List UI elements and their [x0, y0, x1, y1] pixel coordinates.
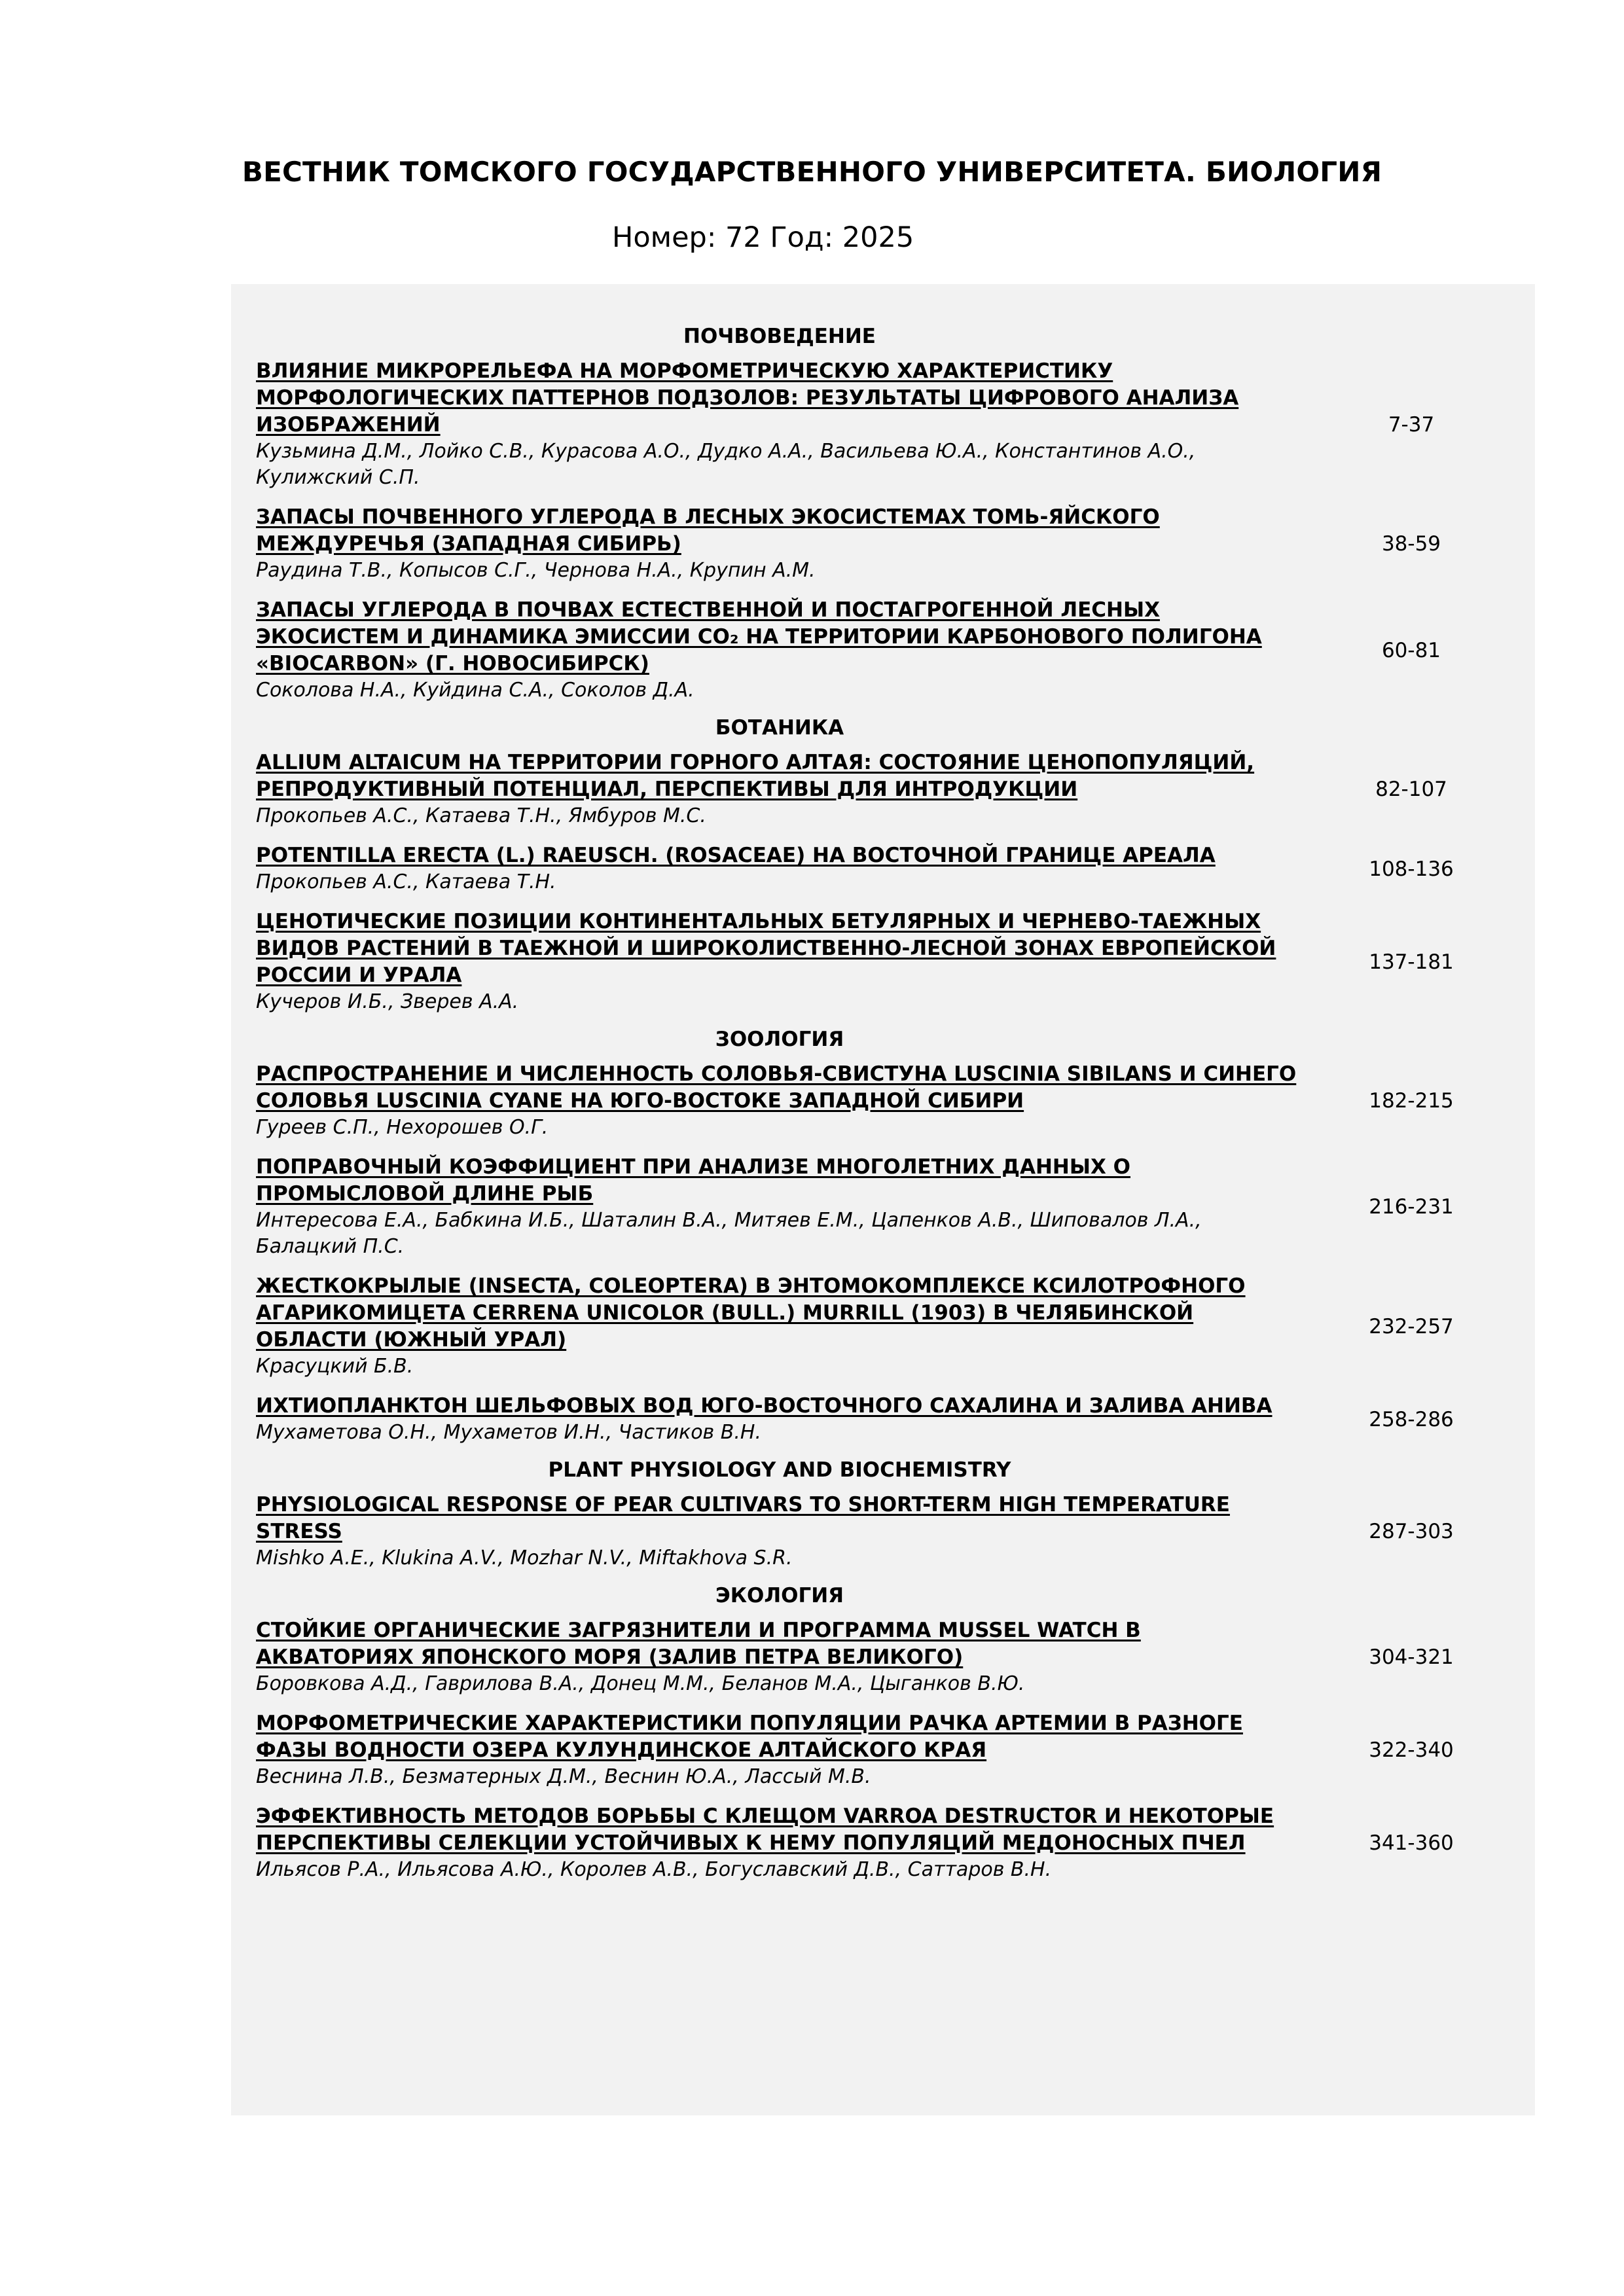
issue-line: Номер: 72 Год: 2025	[612, 221, 914, 254]
article-title-link[interactable]: ЦЕНОТИЧЕСКИЕ ПОЗИЦИИ КОНТИНЕНТАЛЬНЫХ БЕТУЛЯРНЫХ И ЧЕРНЕВО-ТАЕЖНЫХ ВИДОВ РАСТЕНИЙ В ТАЕЖНОЙ И ШИРОКОЛИСТВЕННО-ЛЕСНОЙ ЗОНАХ ЕВРОПЕЙСКОЙ РОССИИ И УРАЛА	[256, 910, 1276, 987]
article-info	[256, 908, 1303, 1015]
article-info	[256, 1617, 1303, 1697]
article-info	[256, 1273, 1303, 1380]
article-authors: Красуцкий Б.В.	[256, 1355, 414, 1378]
article-entry	[256, 903, 1519, 1023]
article-entry	[256, 353, 1519, 499]
article-pages: 258-286	[1369, 1407, 1454, 1431]
article-pages: 7-37	[1388, 412, 1435, 437]
article-entry	[256, 1149, 1519, 1268]
article-entry	[256, 1388, 1519, 1454]
article-title-link[interactable]: ЭФФЕКТИВНОСТЬ МЕТОДОВ БОРЬБЫ С КЛЕЩОМ VARROA DESTRUCTOR И НЕКОТОРЫЕ ПЕРСПЕКТИВЫ СЕЛЕКЦИИ УСТОЙЧИВЫХ К НЕМУ ПОПУЛЯЦИЙ МЕДОНОСНЫХ ПЧЕЛ	[256, 1804, 1274, 1855]
article-authors: Соколова Н.А., Куйдина С.А., Соколов Д.А.	[256, 679, 695, 702]
article-authors: Прокопьев А.С., Катаева Т.Н., Ямбуров М.С.	[256, 804, 706, 827]
article-title-link[interactable]: ИХТИОПЛАНКТОН ШЕЛЬФОВЫХ ВОД ЮГО-ВОСТОЧНОГО САХАЛИНА И ЗАЛИВА АНИВА	[256, 1394, 1272, 1418]
article-pages: 216-231	[1369, 1195, 1454, 1219]
article-info	[256, 1154, 1303, 1260]
article-entry	[256, 1056, 1519, 1149]
article-title-link[interactable]: РАСПРОСТРАНЕНИЕ И ЧИСЛЕННОСТЬ СОЛОВЬЯ-СВИСТУНА LUSCINIA SIBILANS И СИНЕГО СОЛОВЬЯ LUSCINIA CYANE НА ЮГО-ВОСТОКЕ ЗАПАДНОЙ СИБИРИ	[256, 1062, 1297, 1113]
toc-list	[256, 320, 1519, 1891]
article-pages: 60-81	[1381, 638, 1441, 662]
article-authors: Mishko A.E., Klukina A.V., Mozhar N.V., Miftakhova S.R.	[256, 1547, 793, 1570]
article-title-link[interactable]: ЗАПАСЫ УГЛЕРОДА В ПОЧВАХ ЕСТЕСТВЕННОЙ И ПОСТАГРОГЕННОЙ ЛЕСНЫХ ЭКОСИСТЕМ И ДИНАМИКА ЭМИССИИ CO₂ НА ТЕРРИТОРИИ КАРБОНОВОГО ПОЛИГОНА «BIOCARBON» (Г. НОВОСИБИРСК)	[256, 598, 1262, 675]
article-pages: 304-321	[1369, 1645, 1454, 1669]
article-pages: 108-136	[1369, 857, 1454, 881]
article-pages: 287-303	[1369, 1520, 1454, 1543]
article-pages: 322-340	[1369, 1738, 1454, 1762]
article-entry	[256, 1798, 1519, 1891]
section-heading: ЭКОЛОГИЯ	[715, 1584, 844, 1607]
article-authors: Раудина Т.В., Копысов С.Г., Чернова Н.А., Крупин А.М.	[256, 559, 816, 582]
article-info	[256, 1492, 1303, 1571]
article-authors: Кучеров И.Б., Зверев А.А.	[256, 990, 519, 1013]
article-pages: 82-107	[1375, 778, 1447, 801]
article-title-link[interactable]: МОРФОМЕТРИЧЕСКИЕ ХАРАКТЕРИСТИКИ ПОПУЛЯЦИИ РАЧКА АРТЕМИИ В РАЗНОГЕ ФАЗЫ ВОДНОСТИ ОЗЕРА КУЛУНДИНСКОЕ АЛТАЙСКОГО КРАЯ	[256, 1712, 1243, 1762]
article-entry	[256, 837, 1519, 903]
article-authors: Интересова Е.А., Бабкина И.Б., Шаталин В.А., Митяев Е.М., Цапенков А.В., Шиповалов Л.А., Балацкий П.С.	[256, 1209, 1202, 1258]
article-authors: Кузьмина Д.М., Лойко С.В., Курасова А.О., Дудко А.А., Васильева Ю.А., Константинов А.О., Кулижский С.П.	[256, 440, 1196, 489]
article-title-link[interactable]: POTENTILLA ERECTA (L.) RAEUSCH. (ROSACEAE) НА ВОСТОЧНОЙ ГРАНИЦЕ АРЕАЛА	[256, 844, 1216, 867]
article-pages: 38-59	[1381, 532, 1441, 556]
article-title-link[interactable]: ЗАПАСЫ ПОЧВЕННОГО УГЛЕРОДА В ЛЕСНЫХ ЭКОСИСТЕМАХ ТОМЬ-ЯЙСКОГО МЕЖДУРЕЧЬЯ (ЗАПАДНАЯ СИБИРЬ)	[256, 505, 1160, 556]
article-title-link[interactable]: ALLIUM ALTAICUM НА ТЕРРИТОРИИ ГОРНОГО АЛТАЯ: СОСТОЯНИЕ ЦЕНОПОПУЛЯЦИЙ, РЕПРОДУКТИВНЫЙ ПОТЕНЦИАЛ, ПЕРСПЕКТИВЫ ДЛЯ ИНТРОДУКЦИИ	[256, 751, 1255, 801]
article-authors: Мухаметова О.Н., Мухаметов И.Н., Частиков В.Н.	[256, 1421, 761, 1444]
article-entry	[256, 744, 1519, 837]
article-pages: 137-181	[1369, 950, 1454, 974]
article-title-link[interactable]: СТОЙКИЕ ОРГАНИЧЕСКИЕ ЗАГРЯЗНИТЕЛИ И ПРОГРАММА MUSSEL WATCH В АКВАТОРИЯХ ЯПОНСКОГО МОРЯ (ЗАЛИВ ПЕТРА ВЕЛИКОГО)	[256, 1619, 1141, 1669]
article-title-link[interactable]: ВЛИЯНИЕ МИКРОРЕЛЬЕФА НА МОРФОМЕТРИЧЕСКУЮ ХАРАКТЕРИСТИКУ МОРФОЛОГИЧЕСКИХ ПАТТЕРНОВ ПОДЗОЛОВ: РЕЗУЛЬТАТЫ ЦИФРОВОГО АНАЛИЗА ИЗОБРАЖЕНИЙ	[256, 359, 1239, 437]
article-authors: Гуреев С.П., Нехорошев О.Г.	[256, 1116, 549, 1139]
article-authors: Веснина Л.В., Безматерных Д.М., Веснин Ю.А., Лассый М.В.	[256, 1765, 871, 1788]
article-entry	[256, 499, 1519, 592]
article-pages: 341-360	[1369, 1831, 1454, 1855]
article-info	[256, 597, 1303, 704]
article-title-link[interactable]: PHYSIOLOGICAL RESPONSE OF PEAR CULTIVARS TO SHORT-TERM HIGH TEMPERATURE STRESS	[256, 1493, 1230, 1543]
journal-title: ВЕСТНИК ТОМСКОГО ГОСУДАРСТВЕННОГО УНИВЕРСИТЕТА. БИОЛОГИЯ	[242, 156, 1382, 188]
article-info	[256, 1710, 1303, 1790]
table-of-contents	[231, 284, 1535, 2115]
article-authors: Прокопьев А.С., Катаева Т.Н.	[256, 870, 556, 893]
article-entry	[256, 1486, 1519, 1579]
article-title-link[interactable]: ПОПРАВОЧНЫЙ КОЭФФИЦИЕНТ ПРИ АНАЛИЗЕ МНОГОЛЕТНИХ ДАННЫХ О ПРОМЫСЛОВОЙ ДЛИНЕ РЫБ	[256, 1155, 1130, 1206]
article-pages: 182-215	[1369, 1089, 1454, 1113]
article-pages: 232-257	[1369, 1314, 1454, 1338]
article-authors: Боровкова А.Д., Гаврилова В.А., Донец М.М., Беланов М.А., Цыганков В.Ю.	[256, 1672, 1025, 1695]
section-heading: ЗООЛОГИЯ	[715, 1028, 844, 1051]
article-info	[256, 504, 1303, 584]
article-entry	[256, 1612, 1519, 1705]
article-info	[256, 1061, 1303, 1141]
section-heading: БОТАНИКА	[715, 716, 844, 740]
article-info	[256, 1803, 1303, 1883]
article-entry	[256, 1268, 1519, 1388]
article-title-link[interactable]: ЖЕСТКОКРЫЛЫЕ (INSECTA, COLEOPTERA) В ЭНТОМОКОМПЛЕКСЕ КСИЛОТРОФНОГО АГАРИКОМИЦЕТА CERRENA UNICOLOR (BULL.) MURRILL (1903) В ЧЕЛЯБИНСКОЙ ОБЛАСТИ (ЮЖНЫЙ УРАЛ)	[256, 1274, 1246, 1352]
article-info	[256, 358, 1303, 491]
section-heading: ПОЧВОВЕДЕНИЕ	[683, 325, 876, 348]
article-info	[256, 1393, 1303, 1446]
article-info	[256, 749, 1303, 829]
article-entry	[256, 592, 1519, 711]
article-entry	[256, 1705, 1519, 1798]
section-heading: PLANT PHYSIOLOGY AND BIOCHEMISTRY	[548, 1458, 1011, 1482]
article-authors: Ильясов Р.А., Ильясова А.Ю., Королев А.В., Богуславский Д.В., Саттаров В.Н.	[256, 1858, 1052, 1881]
article-info	[256, 842, 1303, 895]
